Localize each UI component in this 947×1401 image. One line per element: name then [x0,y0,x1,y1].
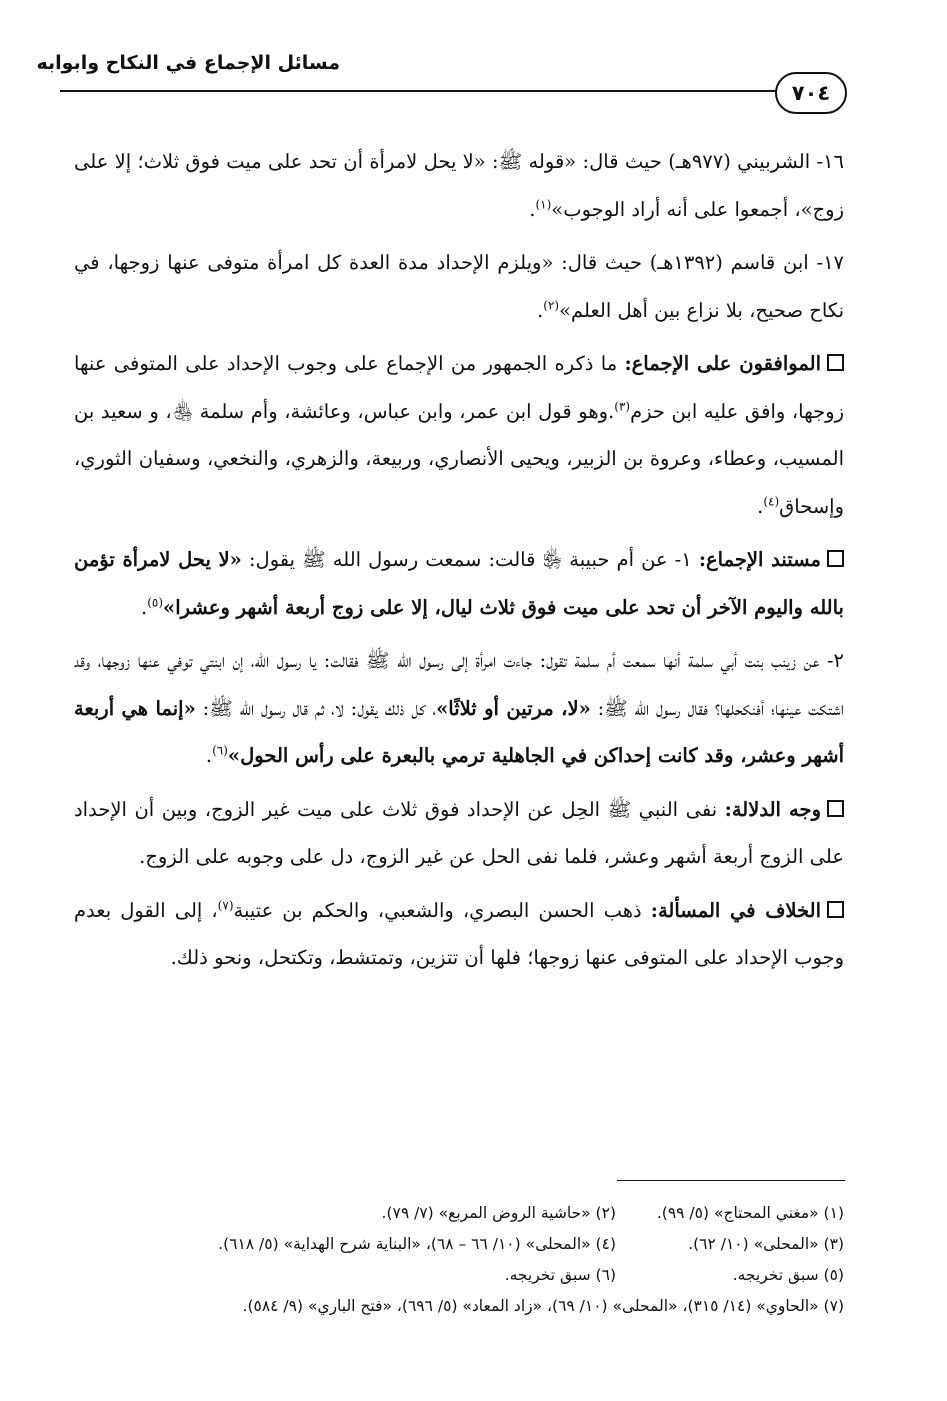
para-17-end: . [537,298,544,322]
evidence-text: ١- عن أم حبيبة ﵂ قالت: سمعت رسول الله ﷺ يقول: [241,548,699,571]
section-agreeing [74,340,844,530]
dispute-text-2: ، إلى القول بعدم وجوب الإحداد على المتوفى عنها زوجها؛ فلها أن تتزين، وتمتشط، وتكتحل، ونحو ذلك. [74,898,844,969]
paragraph-17 [74,239,844,334]
footnote-ref-7[interactable]: (٧) [217,898,234,912]
evidence-end: . [141,595,148,619]
footnote-ref-4[interactable]: (٤) [763,494,780,508]
section-dispute [74,887,844,982]
footnote-2: (٢) «حاشية الروض المربع» (٧/ ٧٩). [381,1204,616,1222]
evidence-2-end: . [205,744,213,767]
agreeing-end: . [757,494,764,518]
evidence-2-text-2: ، كل ذلك يقول: لا، ثم قال رسول الله ﷺ: [195,696,437,720]
footnote-5: (٥) سبق تخريجه. [732,1266,844,1284]
paragraph-16 [74,138,844,233]
footnote-ref-6[interactable]: (٦) [212,743,228,758]
footnote-ref-3[interactable]: (٣) [614,399,631,413]
footnote-6: (٦) سبق تخريجه. [504,1266,616,1284]
hadith-quote-1: «لا يحل لامرأة تؤمن بالله واليوم الآخر أن تحد على ميت فوق ثلاث ليال، إلا على زوج أربعة أشهر وعشرا» [74,548,844,619]
footnote-7: (٧) «الحاوي» (١٤/ ٣١٥)، «المحلى» (١٠/ ٦٩)، «زاد المعاد» (٥/ ٦٩٦)، «فتح الباري» (٩/ ٥٨٤). [242,1297,844,1315]
footnotes [74,1198,844,1322]
indication-text: نفى النبي ﷺ الحِل عن الإحداد فوق ثلاث على ميت غير الزوج، وبين أن الإحداد على الزوج أربعة أشهر وعشر، فلما نفى الحل عن غير الزوج، دل على وجوبه على الزوج. [74,797,844,868]
running-title: مسائل الإجماع في النكاح وابوابه [36,52,340,74]
para-16-end: . [529,197,536,221]
para-16-text: ١٦- الشربيني (٩٧٧هـ) حيث قال: «قوله ﷺ: «لا يحل لامرأة أن تحد على ميت فوق ثلاث؛ إلا على زوج»، أجمعوا على أنه أراد الوجوب» [74,150,844,221]
section-indication [74,786,844,881]
section-label-agreeing: الموافقون على الإجماع: [624,352,821,375]
footnote-row [74,1198,844,1229]
footnote-ref-1[interactable]: (١) [535,197,552,211]
agreeing-text-1: ما ذكره الجمهور من الإجماع على وجوب الإحداد على المتوفى عنها زوجها، وافق عليه ابن حزم [74,352,844,423]
hadith-quote-2: «لا، مرتين أو ثلاثًا» [436,696,591,720]
footnote-4: (٤) «المحلى» (١٠/ ٦٦ – ٦٨)، «البناية شرح الهداية» (٥/ ٦١٨). [218,1235,616,1253]
section-label-evidence: مستند الإجماع: [698,548,821,571]
footnote-rule [617,1180,845,1181]
square-bullet-icon [827,901,844,918]
footnote-1: (١) «مغني المحتاج» (٥/ ٩٩). [656,1204,844,1222]
para-17-text: ١٧- ابن قاسم (١٣٩٢هـ) حيث قال: «ويلزم الإحداد مدة العدة كل امرأة متوفى عنها زوجها، في نكاح صحيح، بلا نزاع بين أهل العلم» [74,251,845,322]
agreeing-text-2: .وهو قول ابن عمر، وابن عباس، وعائشة، وأم سلمة ﵃، و سعيد بن المسيب، وعطاء، وعروة بن الزبير، ويحيى الأنصاري، وربيعة، والزهري، والنخعي، وسفيان الثوري، وإسحاق [74,399,844,518]
square-bullet-icon [827,550,844,567]
section-label-dispute: الخلاف في المسألة: [650,898,821,922]
section-label-indication: وجه الدلالة: [724,797,821,821]
hadith-quote-3: «إنما هي أربعة أشهر وعشر، وقد كانت إحداكن في الجاهلية ترمي بالبعرة على رأس الحول» [74,696,844,767]
square-bullet-icon [827,800,844,817]
section-evidence-2 [74,637,844,780]
footnote-row [74,1260,844,1291]
evidence-2-text-1: ٢- عن زينب بنت أبي سلمة أنها سمعت أم سلمة تقول: جاءت امرأة إلى رسول الله ﷺ فقالت: يا رسول الله، إن ابنتي توفي عنها زوجها، وقد اشتكت عينها؛ أفنكحلها؟ فقال رسول الله ﷺ: [74,649,845,720]
footnote-3: (٣) «المحلى» (١٠/ ٦٢). [688,1235,844,1253]
square-bullet-icon [827,354,844,371]
footnote-row [74,1229,844,1260]
footnote-row [74,1291,844,1322]
section-evidence [74,536,844,631]
footnote-ref-2[interactable]: (٢) [543,298,560,312]
page-number: ٧٠٤ [775,72,847,114]
dispute-text-1: ذهب الحسن البصري، والشعبي، والحكم بن عتيبة [233,898,651,922]
page-body [74,138,844,988]
footnote-ref-5[interactable]: (٥) [147,595,164,609]
header-rule [60,90,805,92]
